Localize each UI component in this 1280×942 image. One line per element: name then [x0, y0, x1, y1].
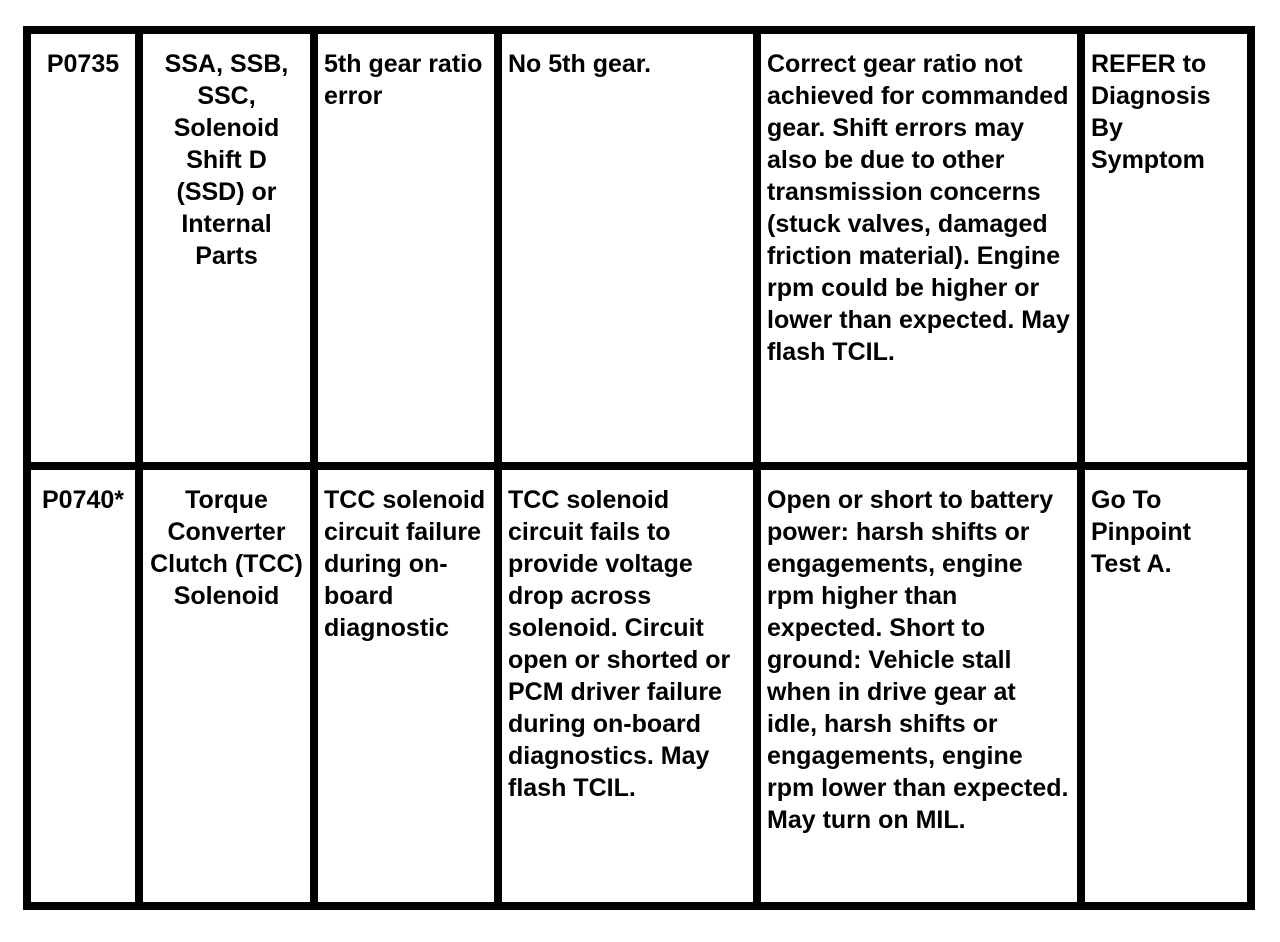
description-cell: TCC solenoid circuit failure during on-board diagnostic — [314, 466, 498, 906]
symptom-cell: Correct gear ratio not achieved for commanded gear. Shift errors may also be due to other transmission concerns (stuck valves, damaged friction material). Engine rpm could be higher or lower than expected. May flash TCIL. — [757, 30, 1081, 466]
action-cell: REFER to Diagnosis By Symptom — [1081, 30, 1251, 466]
symptom-cell: Open or short to battery power: harsh shifts or engagements, engine rpm higher than expected. Short to ground: Vehicle stall when in drive gear at idle, harsh shifts or engagements, engine rpm lower than expected. May turn on MIL. — [757, 466, 1081, 906]
action-cell: Go To Pinpoint Test A. — [1081, 466, 1251, 906]
dtc-table — [23, 26, 1255, 910]
component-cell: SSA, SSB, SSC, Solenoid Shift D (SSD) or Internal Parts — [139, 30, 314, 466]
component-cell: Torque Converter Clutch (TCC) Solenoid — [139, 466, 314, 906]
table-row — [27, 30, 1251, 466]
dtc-code-cell: P0740* — [27, 466, 139, 906]
dtc-code-cell: P0735 — [27, 30, 139, 466]
description-cell: 5th gear ratio error — [314, 30, 498, 466]
condition-cell: TCC solenoid circuit fails to provide voltage drop across solenoid. Circuit open or shorted or PCM driver failure during on-board diagnostics. May flash TCIL. — [498, 466, 757, 906]
condition-cell: No 5th gear. — [498, 30, 757, 466]
table-row — [27, 466, 1251, 906]
